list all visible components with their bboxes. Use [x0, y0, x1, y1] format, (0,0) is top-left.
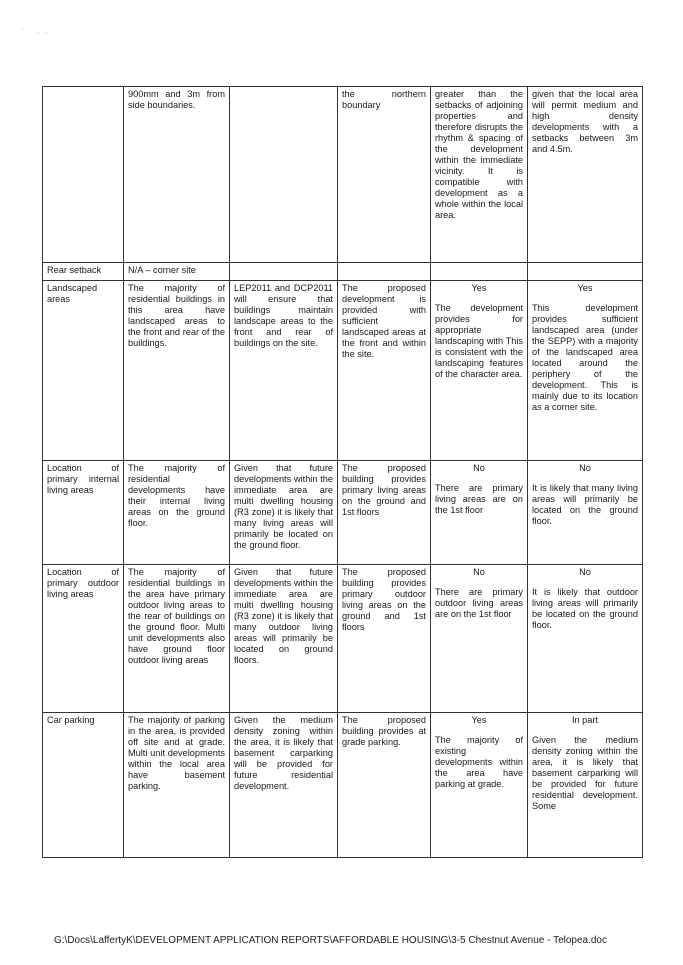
comment-text: The development provides for appropriate landscaping with This is consistent with the landscaping features of the character area. — [435, 303, 523, 379]
existing-character-cell: 900mm and 3m from side boundaries. — [124, 87, 230, 263]
aspect-cell: Location of primary internal living areas — [43, 461, 124, 565]
comment-text: There are primary living areas are on the 1st floor — [435, 483, 523, 515]
future-compatibility-cell — [528, 87, 643, 263]
comment-text: It is likely that outdoor living areas will primarily be located on the ground floor. — [532, 587, 638, 630]
future-compatibility-cell — [528, 263, 643, 281]
corner-marks: ' .. — [22, 28, 54, 35]
proposal-cell: The proposed building provides primary outdoor living areas on the ground and 1st floors — [338, 565, 431, 713]
proposal-cell: The proposed building provides at grade parking. — [338, 713, 431, 858]
result-label: No — [473, 463, 485, 473]
table-row — [43, 281, 643, 461]
future-compatibility-cell — [528, 565, 643, 713]
proposal-cell: the northern boundary — [338, 87, 431, 263]
compatibility-cell — [431, 263, 528, 281]
table-row — [43, 713, 643, 858]
comment-text: There are primary outdoor living areas are on the 1st floor — [435, 587, 523, 619]
table-row — [43, 263, 643, 281]
file-path-footer: G:\Docs\LaffertyK\DEVELOPMENT APPLICATION REPORTS\AFFORDABLE HOUSING\3-5 Chestnut Avenue - Telopea.doc — [54, 935, 607, 946]
comment-text: The majority of existing developments within the area have parking at grade. — [435, 735, 523, 789]
proposal-cell: The proposed development is provided with sufficient landscaped areas at the front and within the site. — [338, 281, 431, 461]
future-character-cell: Given that future developments within the immediate area are multi dwelling housing (R3 zone) it is likely that many outdoor living areas will primarily be located on ground floors. — [230, 565, 338, 713]
future-compatibility-cell — [528, 281, 643, 461]
future-character-cell: LEP2011 and DCP2011 will ensure that buildings maintain landscape areas to the front and rear of buildings on the site. — [230, 281, 338, 461]
result-label: No — [579, 567, 591, 577]
result-label: Yes — [471, 283, 487, 293]
future-character-cell — [230, 263, 338, 281]
existing-character-cell: The majority of parking in the area, is provided off site and at grade. Multi unit developments within the local area have basement parking. — [124, 713, 230, 858]
compatibility-cell — [431, 461, 528, 565]
result-label: Yes — [471, 715, 487, 725]
aspect-cell — [43, 87, 124, 263]
result-label: Yes — [577, 283, 593, 293]
comment-text: This development provides sufficient landscaped area (under the SEPP) with a majority of the landscaped area located around the periphery of the development. This is mainly due to its location as a corner site. — [532, 303, 638, 412]
assessment-table — [42, 86, 643, 858]
comment-text: given that the local area will permit medium and high density developments with a setbacks between 3m and 4.5m. — [532, 89, 638, 154]
comment-text: greater than the setbacks of adjoining properties and therefore disrupts the rhythm & spacing of the development within the immediate vicinity. It is compatible with development as a whole within the local area. — [435, 89, 523, 220]
existing-character-cell: N/A – corner site — [124, 263, 230, 281]
compatibility-cell — [431, 713, 528, 858]
comment-text: It is likely that many living areas will primarily be located on the ground floor. — [532, 483, 638, 526]
proposal-cell: The proposed building provides primary living areas on the ground and 1st floors — [338, 461, 431, 565]
future-compatibility-cell — [528, 713, 643, 858]
aspect-cell: Rear setback — [43, 263, 124, 281]
future-compatibility-cell — [528, 461, 643, 565]
aspect-cell: Location of primary outdoor living areas — [43, 565, 124, 713]
result-label: In part — [571, 715, 599, 725]
table-row — [43, 565, 643, 713]
compatibility-cell — [431, 565, 528, 713]
compatibility-cell — [431, 281, 528, 461]
aspect-cell: Car parking — [43, 713, 124, 858]
aspect-cell: Landscaped areas — [43, 281, 124, 461]
future-character-cell: Given that future developments within the immediate area are multi dwelling housing (R3 zone) it is likely that many living areas will primarily be located on the ground floor. — [230, 461, 338, 565]
proposal-cell — [338, 263, 431, 281]
existing-character-cell: The majority of residential developments have their internal living areas on the ground floor. — [124, 461, 230, 565]
existing-character-cell: The majority of residential buildings in the area have primary outdoor living areas to the rear of buildings on the ground floor. Multi unit developments also have ground floor outdoor living areas — [124, 565, 230, 713]
future-character-cell: Given the medium density zoning within the area, it is likely that basement carparking will be provided for future residential development. — [230, 713, 338, 858]
table-row — [43, 87, 643, 263]
table-row — [43, 461, 643, 565]
future-character-cell — [230, 87, 338, 263]
result-label: No — [473, 567, 485, 577]
comment-text: Given the medium density zoning within the area, it is likely that basement carparking will be provided for future residential development. Some — [532, 735, 638, 811]
compatibility-cell — [431, 87, 528, 263]
result-label: No — [579, 463, 591, 473]
existing-character-cell: The majority of residential buildings in this area have landscaped areas to the front and rear of the buildings. — [124, 281, 230, 461]
